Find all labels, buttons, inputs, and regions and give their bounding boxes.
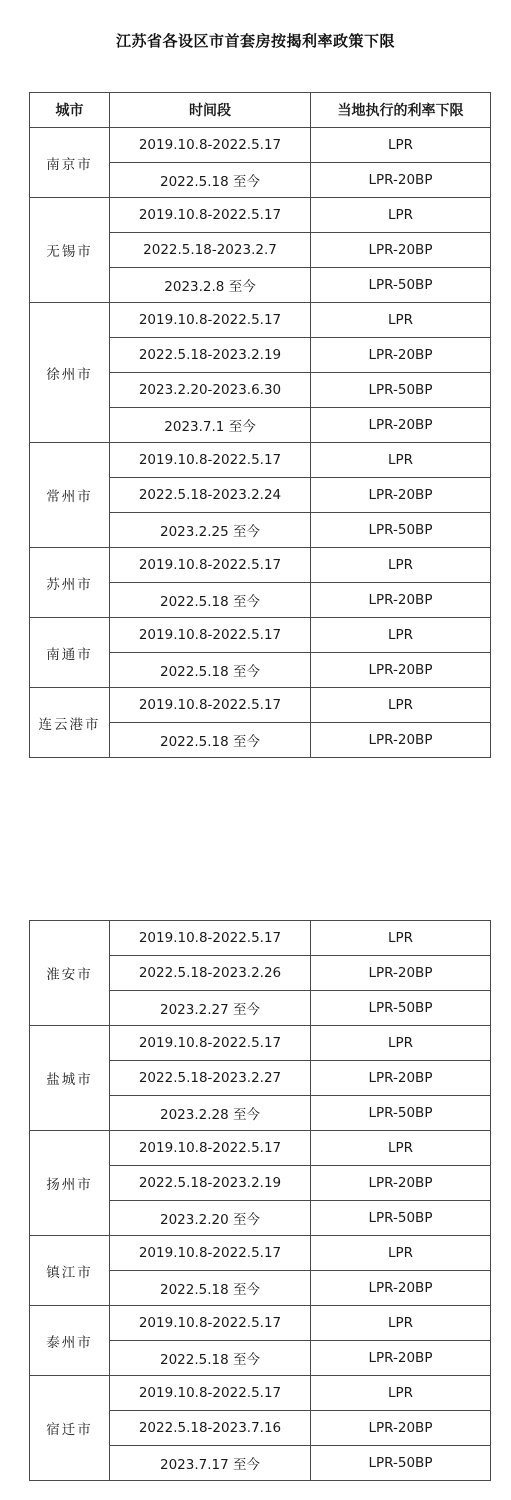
rate-floor-cell: LPR-20BP [311, 338, 491, 373]
table-row [30, 548, 491, 583]
rate-floor-cell: LPR [311, 128, 491, 163]
period-cell: 2019.10.8-2022.5.17 [110, 921, 311, 956]
city-cell: 淮安市 [30, 921, 110, 1026]
period-cell: 2022.5.18-2023.7.16 [110, 1411, 311, 1446]
rate-floor-cell: LPR-20BP [311, 163, 491, 198]
period-cell: 2019.10.8-2022.5.17 [110, 618, 311, 653]
city-cell: 扬州市 [30, 1131, 110, 1236]
period-cell: 2019.10.8-2022.5.17 [110, 443, 311, 478]
rate-floor-cell: LPR-50BP [311, 991, 491, 1026]
period-cell: 2023.2.25 至今 [110, 513, 311, 548]
table-body [30, 128, 491, 758]
period-cell: 2022.5.18 至今 [110, 723, 311, 758]
period-cell: 2022.5.18-2023.2.7 [110, 233, 311, 268]
period-cell: 2022.5.18-2023.2.24 [110, 478, 311, 513]
rate-floor-cell: LPR-20BP [311, 1061, 491, 1096]
rate-floor-cell: LPR [311, 1236, 491, 1271]
period-cell: 2022.5.18 至今 [110, 653, 311, 688]
period-cell: 2022.5.18-2023.2.19 [110, 1166, 311, 1201]
table-row [30, 443, 491, 478]
rate-floor-cell: LPR-50BP [311, 1096, 491, 1131]
table-row [30, 921, 491, 956]
table-row [30, 618, 491, 653]
rate-floor-cell: LPR-50BP [311, 373, 491, 408]
table-row [30, 128, 491, 163]
period-cell: 2023.2.20 至今 [110, 1201, 311, 1236]
rate-floor-cell: LPR-20BP [311, 1341, 491, 1376]
city-cell: 南京市 [30, 128, 110, 198]
period-cell: 2023.7.1 至今 [110, 408, 311, 443]
period-cell: 2022.5.18 至今 [110, 583, 311, 618]
table-row [30, 1306, 491, 1341]
rate-table-part-2 [29, 920, 491, 1481]
city-cell: 镇江市 [30, 1236, 110, 1306]
rate-floor-cell: LPR-50BP [311, 268, 491, 303]
city-cell: 盐城市 [30, 1026, 110, 1131]
rate-floor-cell: LPR [311, 1026, 491, 1061]
period-cell: 2023.2.27 至今 [110, 991, 311, 1026]
rate-floor-cell: LPR-50BP [311, 513, 491, 548]
table-header-row [30, 93, 491, 128]
rate-floor-cell: LPR [311, 303, 491, 338]
table-row [30, 1131, 491, 1166]
period-cell: 2019.10.8-2022.5.17 [110, 1306, 311, 1341]
page-title: 江苏省各设区市首套房按揭利率政策下限 [115, 32, 395, 50]
period-cell: 2019.10.8-2022.5.17 [110, 1376, 311, 1411]
table-row [30, 1376, 491, 1411]
rate-floor-cell: LPR [311, 618, 491, 653]
table-row [30, 1236, 491, 1271]
period-cell: 2022.5.18-2023.2.27 [110, 1061, 311, 1096]
table-body [30, 921, 491, 1481]
rate-floor-cell: LPR [311, 1376, 491, 1411]
header-city: 城市 [30, 93, 110, 128]
rate-floor-cell: LPR [311, 443, 491, 478]
city-cell: 常州市 [30, 443, 110, 548]
city-cell: 徐州市 [30, 303, 110, 443]
period-cell: 2022.5.18 至今 [110, 1271, 311, 1306]
period-cell: 2019.10.8-2022.5.17 [110, 303, 311, 338]
period-cell: 2023.2.20-2023.6.30 [110, 373, 311, 408]
city-cell: 无锡市 [30, 198, 110, 303]
period-cell: 2019.10.8-2022.5.17 [110, 1131, 311, 1166]
rate-floor-cell: LPR-20BP [311, 408, 491, 443]
table-row [30, 303, 491, 338]
city-cell: 泰州市 [30, 1306, 110, 1376]
rate-floor-cell: LPR [311, 1131, 491, 1166]
rate-floor-cell: LPR-20BP [311, 956, 491, 991]
rate-floor-cell: LPR-20BP [311, 583, 491, 618]
city-cell: 南通市 [30, 618, 110, 688]
table-row [30, 198, 491, 233]
period-cell: 2019.10.8-2022.5.17 [110, 688, 311, 723]
period-cell: 2022.5.18-2023.2.26 [110, 956, 311, 991]
period-cell: 2022.5.18-2023.2.19 [110, 338, 311, 373]
period-cell: 2022.5.18 至今 [110, 163, 311, 198]
rate-floor-cell: LPR-20BP [311, 653, 491, 688]
table-row [30, 688, 491, 723]
city-cell: 苏州市 [30, 548, 110, 618]
rate-floor-cell: LPR [311, 1306, 491, 1341]
period-cell: 2019.10.8-2022.5.17 [110, 1026, 311, 1061]
rate-table-part-1 [29, 92, 491, 758]
rate-floor-cell: LPR-20BP [311, 1166, 491, 1201]
rate-floor-cell: LPR-50BP [311, 1446, 491, 1481]
period-cell: 2023.2.8 至今 [110, 268, 311, 303]
rate-floor-cell: LPR-20BP [311, 233, 491, 268]
rate-floor-cell: LPR [311, 688, 491, 723]
city-cell: 连云港市 [30, 688, 110, 758]
period-cell: 2019.10.8-2022.5.17 [110, 1236, 311, 1271]
city-cell: 宿迁市 [30, 1376, 110, 1481]
period-cell: 2019.10.8-2022.5.17 [110, 198, 311, 233]
rate-floor-cell: LPR-20BP [311, 1411, 491, 1446]
rate-floor-cell: LPR-20BP [311, 1271, 491, 1306]
header-rate-floor: 当地执行的利率下限 [311, 93, 491, 128]
period-cell: 2022.5.18 至今 [110, 1341, 311, 1376]
rate-floor-cell: LPR-50BP [311, 1201, 491, 1236]
period-cell: 2023.7.17 至今 [110, 1446, 311, 1481]
rate-floor-cell: LPR [311, 921, 491, 956]
header-period: 时间段 [110, 93, 311, 128]
rate-floor-cell: LPR [311, 548, 491, 583]
period-cell: 2019.10.8-2022.5.17 [110, 128, 311, 163]
rate-floor-cell: LPR [311, 198, 491, 233]
period-cell: 2019.10.8-2022.5.17 [110, 548, 311, 583]
period-cell: 2023.2.28 至今 [110, 1096, 311, 1131]
rate-floor-cell: LPR-20BP [311, 478, 491, 513]
rate-floor-cell: LPR-20BP [311, 723, 491, 758]
table-row [30, 1026, 491, 1061]
